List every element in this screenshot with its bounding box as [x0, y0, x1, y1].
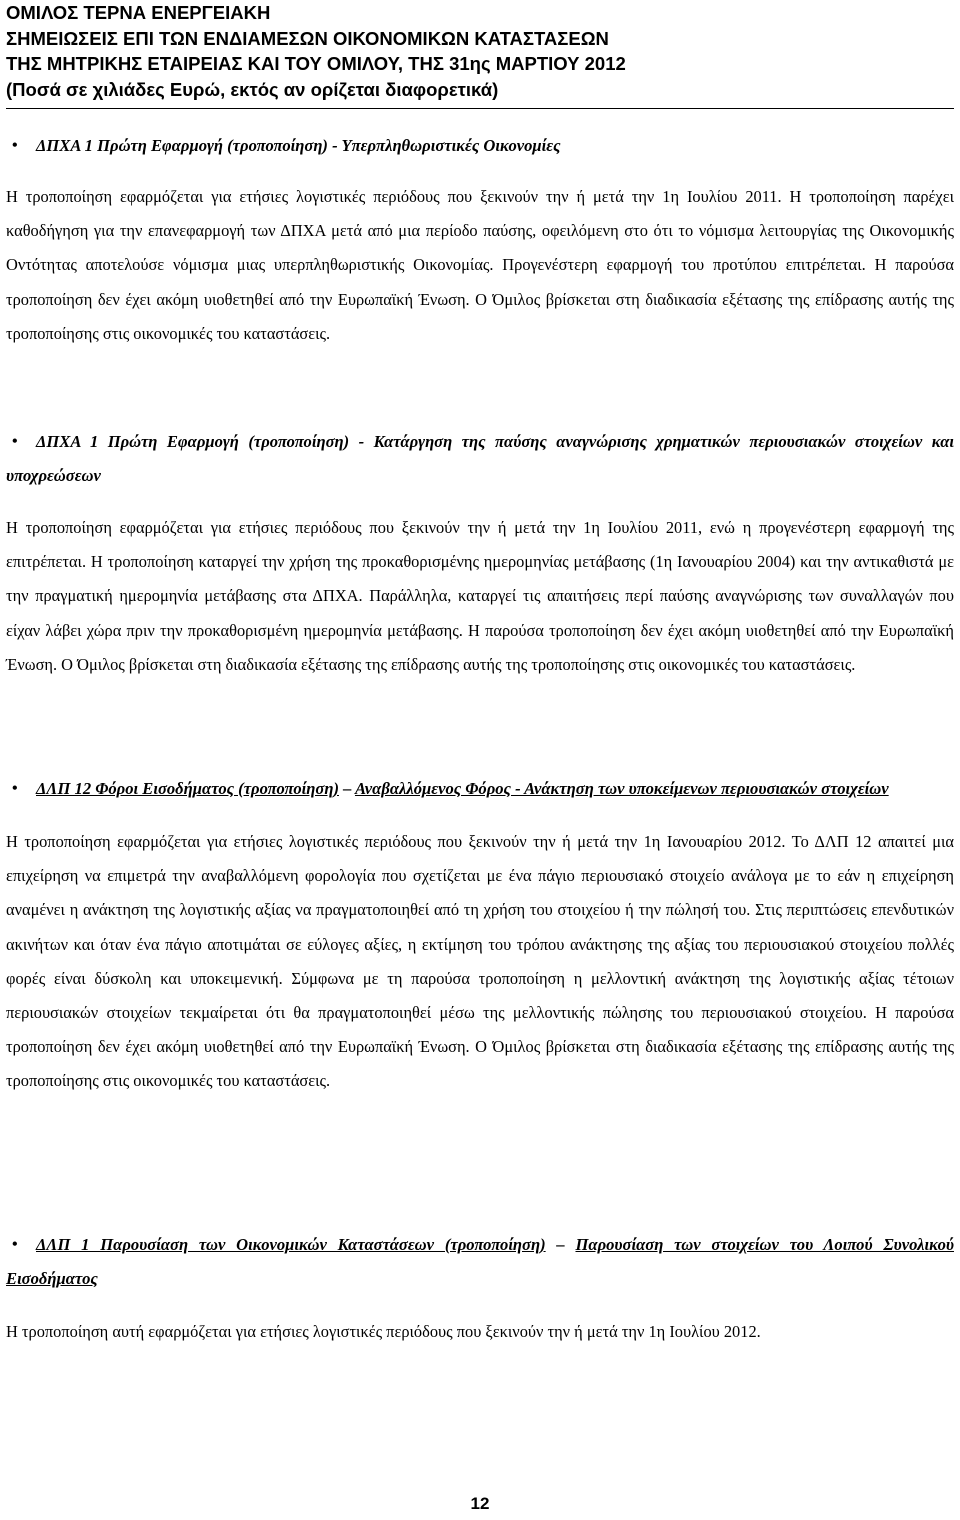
- section-heading: [6, 129, 954, 163]
- section-body: Η τροποποίηση εφαρμόζεται για ετήσιες λογιστικές περιόδους που ξεκινούν την ή μετά την 1η Ιουλίου 2011. Η τροποποίηση παρέχει καθοδήγηση για την επανεφαρμογή των ΔΠΧΑ μετά από μια περίοδο παύσης, οφειλόμενη στο ότι το νόμισμα λειτουργίας της Οικονομικής Οντότητας αποτελούσε νόμισμα μιας υπερπληθωριστικής Οικονομίας. Προγενέστερη εφαρμογή του προτύπου επιτρέπεται. Η παρούσα τροποποίηση δεν έχει ακόμη υιοθετηθεί από την Ευρωπαϊκή Ένωση. Ο Όμιλος βρίσκεται στη διαδικασία εξέτασης της επίδρασης αυτής της τροποποίησης στις οικονομικές του καταστάσεις.: [6, 187, 954, 343]
- document-header: [6, 0, 954, 109]
- section-title-part2: Παρουσίαση των στοιχείων του Λοιπού Συνολικού Εισοδήματος: [6, 1235, 954, 1288]
- bullet-icon: •: [12, 433, 18, 450]
- section-ifrs1-derecognition: [6, 425, 954, 682]
- document-subtitle: ΤΗΣ ΜΗΤΡΙΚΗΣ ΕΤΑΙΡΕΙΑΣ ΚΑΙ ΤΟΥ ΟΜΙΛΟΥ, ΤΗΣ 31ης ΜΑΡΤΙΟΥ 2012: [6, 53, 626, 74]
- section-body: Η τροποποίηση αυτή εφαρμόζεται για ετήσιες λογιστικές περιόδους που ξεκινούν την ή μετά την 1η Ιουλίου 2012.: [6, 1322, 761, 1341]
- section-ias1-oci: [6, 1228, 954, 1349]
- section-title: ΔΠΧΑ 1 Πρώτη Εφαρμογή (τροποποίηση) - Κατάργηση της παύσης αναγνώρισης χρηματικών περιουσιακών στοιχείων και υποχρεώσεων: [6, 432, 954, 485]
- section-title-dash: –: [338, 779, 355, 798]
- bullet-icon: •: [12, 137, 18, 154]
- section-title-dash: –: [545, 1235, 576, 1254]
- section-ias12-deferred-tax: [6, 772, 954, 1099]
- section-title-part1: ΔΛΠ 1 Παρουσίαση των Οικονομικών Καταστάσεων (τροποποίηση): [36, 1235, 546, 1254]
- section-heading: [6, 425, 954, 493]
- section-title-part2: Αναβαλλόμενος Φόρος - Ανάκτηση των υποκείμενων περιουσιακών στοιχείων: [354, 779, 889, 798]
- section-ifrs1-hyperinflation: [6, 129, 954, 351]
- section-body: Η τροποποίηση εφαρμόζεται για ετήσιες περιόδους που ξεκινούν την ή μετά την 1η Ιουλίου 2011, ενώ η προγενέστερη εφαρμογή της επιτρέπεται. Η τροποποίηση καταργεί την χρήση της προκαθορισμένης ημερομηνίας μετάβασης (1η Ιανουαρίου 2004) και την αντικαθιστά με την πραγματική ημερομηνία μετάβασης στα ΔΠΧΑ. Παράλληλα, καταργεί τις απαιτήσεις περί παύσης αναγνώρισης των συναλλαγών που είχαν λάβει χώρα πριν την προκαθορισμένη ημερομηνία μετάβασης. Η παρούσα τροποποίηση δεν έχει ακόμη υιοθετηθεί από την Ευρωπαϊκή Ένωση. Ο Όμιλος βρίσκεται στη διαδικασία εξέτασης της επίδρασης αυτής της τροποποίησης στις οικονομικές του καταστάσεις.: [6, 518, 954, 674]
- company-name: ΟΜΙΛΟΣ ΤΕΡΝΑ ΕΝΕΡΓΕΙΑΚΗ: [6, 2, 271, 23]
- section-body: Η τροποποίηση εφαρμόζεται για ετήσιες λογιστικές περιόδους που ξεκινούν την ή μετά την 1η Ιανουαρίου 2012. Το ΔΛΠ 12 απαιτεί μια επιχείρηση να επιμετρά την αναβαλλόμενη φορολογία που σχετίζεται με ένα πάγιο περιουσιακό στοιχείο ανάλογα με το εάν η επιχείρηση αναμένει η ανάκτηση της λογιστικής αξίας να πραγματοποιηθεί από τη χρήση του στοιχείου ή την πώλησή του. Στις περιπτώσεις επενδυτικών ακινήτων και όταν ένα πάγιο αποτιμάται σε εύλογες αξίες, η εκτίμηση του τρόπου ανάκτησης της αξίας του περιουσιακού στοιχείου πολλές φορές είναι δύσκολη και υποκειμενική. Σύμφωνα με τη παρούσα τροποποίηση η μελλοντική ανάκτηση της λογιστικής αξίας τέτοιων περιουσιακών στοιχείων τεκμαίρεται ότι θα πραγματοποιηθεί μέσω της μελλοντικής πώλησης του περιουσιακού στοιχείου. Η παρούσα τροποποίηση δεν έχει ακόμη υιοθετηθεί από την Ευρωπαϊκή Ένωση. Ο Όμιλος βρίσκεται στη διαδικασία εξέτασης της επίδρασης αυτής της τροποποίησης στις οικονομικές του καταστάσεις.: [6, 832, 954, 1091]
- section-title: ΔΠΧΑ 1 Πρώτη Εφαρμογή (τροποποίηση) - Υπερπληθωριστικές Οικονομίες: [36, 136, 561, 155]
- page-number: 12: [470, 1494, 490, 1513]
- section-heading: [6, 772, 954, 806]
- bullet-icon: •: [12, 1236, 18, 1253]
- document-title: ΣΗΜΕΙΩΣΕΙΣ ΕΠΙ ΤΩΝ ΕΝΔΙΑΜΕΣΩΝ ΟΙΚΟΝΟΜΙΚΩΝ ΚΑΤΑΣΤΑΣΕΩΝ: [6, 27, 609, 49]
- section-heading: [6, 1228, 954, 1296]
- bullet-icon: •: [12, 780, 18, 797]
- currency-note: (Ποσά σε χιλιάδες Ευρώ, εκτός αν ορίζεται διαφορετικά): [6, 78, 499, 100]
- section-title-part1: ΔΛΠ 12 Φόροι Εισοδήματος (τροποποίηση): [36, 779, 339, 798]
